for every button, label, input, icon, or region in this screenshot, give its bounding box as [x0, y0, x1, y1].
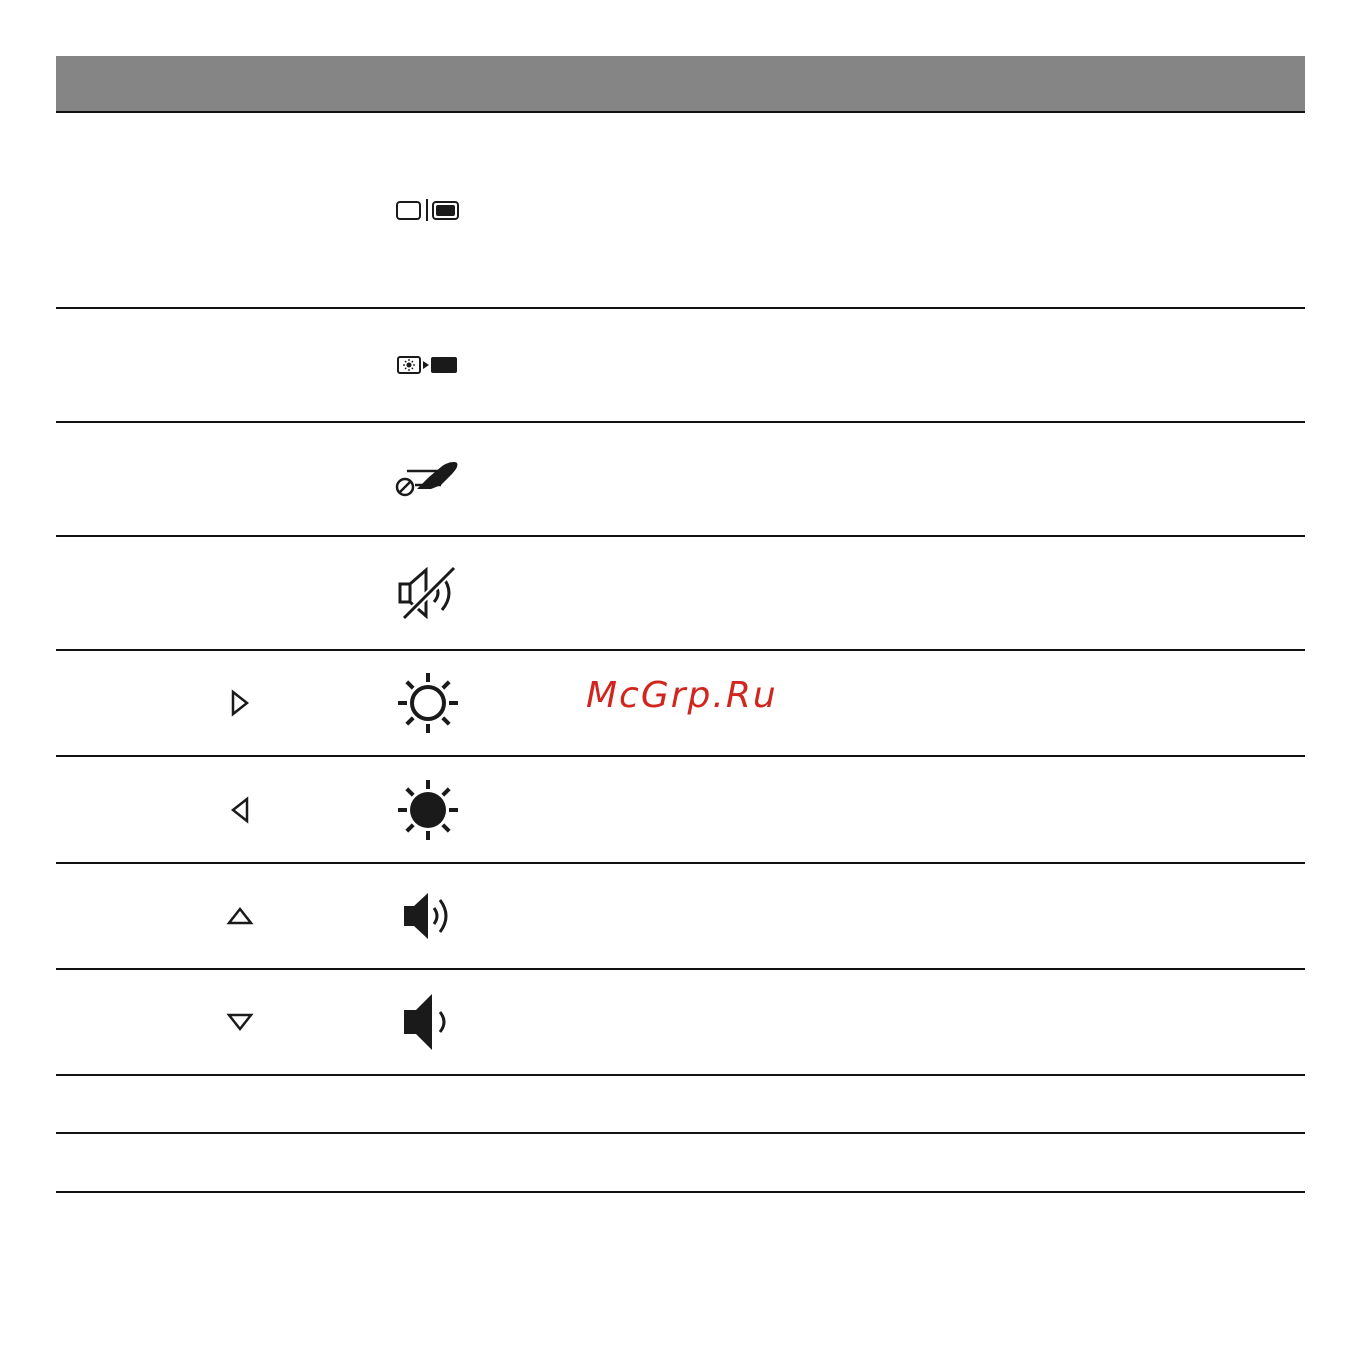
speaker-mute-icon [388, 537, 468, 649]
hotkey-table [56, 56, 1305, 1193]
table-row [56, 651, 1305, 757]
touchpad-toggle-icon [388, 423, 468, 535]
screen-blank-icon [388, 309, 468, 421]
table-row [56, 309, 1305, 423]
table-row [56, 1134, 1305, 1193]
table-row [56, 1076, 1305, 1134]
table-row [56, 970, 1305, 1076]
watermark: McGrp.Ru [586, 675, 778, 716]
display-toggle-icon [388, 113, 468, 307]
up-arrow-icon [200, 864, 280, 968]
volume-up-icon [388, 864, 468, 968]
table-row [56, 537, 1305, 651]
table-header [56, 56, 1305, 113]
table-row [56, 423, 1305, 537]
table-row [56, 864, 1305, 970]
right-arrow-icon [200, 651, 280, 755]
table-row [56, 757, 1305, 864]
table-row [56, 113, 1305, 309]
down-arrow-icon [200, 970, 280, 1074]
brightness-down-icon [388, 757, 468, 862]
volume-down-icon [388, 970, 468, 1074]
brightness-up-icon [388, 651, 468, 755]
left-arrow-icon [200, 757, 280, 862]
